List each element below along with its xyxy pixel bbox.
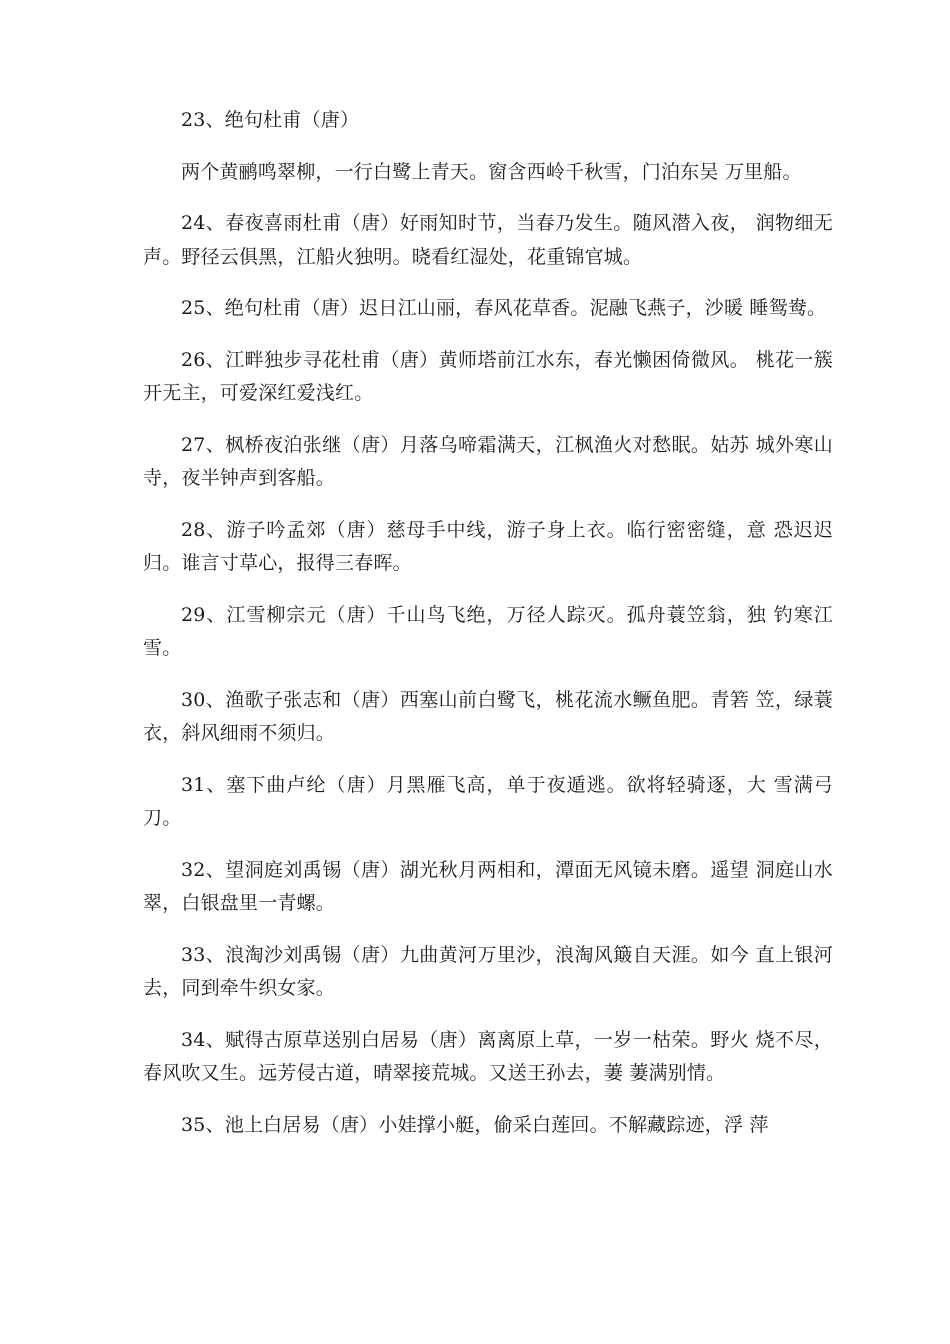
- poem-35: 35、池上白居易（唐）小娃撑小艇，偷采白莲回。不解藏踪迹，浮 萍: [181, 1113, 769, 1136]
- poem-24: 24、春夜喜雨杜甫（唐）好雨知时节，当春乃发生。随风潜入夜， 润物细无声。野径云俱黑，江船火独明。晓看红湿处，花重锦官城。: [143, 212, 833, 268]
- poem-23-text: 两个黄鹂鸣翠柳，一行白鹭上青天。窗含西岭千秋雪，门泊东吴 万里船。: [181, 160, 802, 183]
- poem-34: 34、赋得古原草送别白居易（唐）离离原上草，一岁一枯荣。野火 烧不尽，春风吹又生。远芳侵古道，晴翠接荒城。又送王孙去，萋 萋满别情。: [143, 1028, 833, 1084]
- poem-26: 26、江畔独步寻花杜甫（唐）黄师塔前江水东，春光懒困倚微风。 桃花一簇开无主，可爱深红爱浅红。: [143, 348, 833, 404]
- poem-29: 29、江雪柳宗元（唐）千山鸟飞绝，万径人踪灭。孤舟蓑笠翁，独 钓寒江雪。: [143, 603, 833, 659]
- poem-33: 33、浪淘沙刘禹锡（唐）九曲黄河万里沙，浪淘风簸自天涯。如今 直上银河去，同到牵牛织女家。: [143, 943, 833, 999]
- poem-23-heading: 23、绝句杜甫（唐）: [181, 109, 360, 131]
- poem-27: 27、枫桥夜泊张继（唐）月落乌啼霜满天，江枫渔火对愁眠。姑苏 城外寒山寺，夜半钟声到客船。: [143, 433, 833, 489]
- document-page: [143, 104, 833, 1160]
- poem-25: 25、绝句杜甫（唐）迟日江山丽，春风花草香。泥融飞燕子，沙暖 睡鸳鸯。: [181, 297, 827, 319]
- poem-28: 28、游子吟孟郊（唐）慈母手中线，游子身上衣。临行密密缝，意 恐迟迟归。谁言寸草心，报得三春晖。: [143, 518, 833, 574]
- poem-30: 30、渔歌子张志和（唐）西塞山前白鹭飞，桃花流水鳜鱼肥。青箬 笠，绿蓑衣，斜风细雨不须归。: [143, 688, 833, 744]
- poem-32: 32、望洞庭刘禹锡（唐）湖光秋月两相和，潭面无风镜未磨。遥望 洞庭山水翠，白银盘里一青螺。: [143, 858, 833, 914]
- poem-31: 31、塞下曲卢纶（唐）月黑雁飞高，单于夜遁逃。欲将轻骑逐，大 雪满弓刀。: [143, 773, 833, 829]
